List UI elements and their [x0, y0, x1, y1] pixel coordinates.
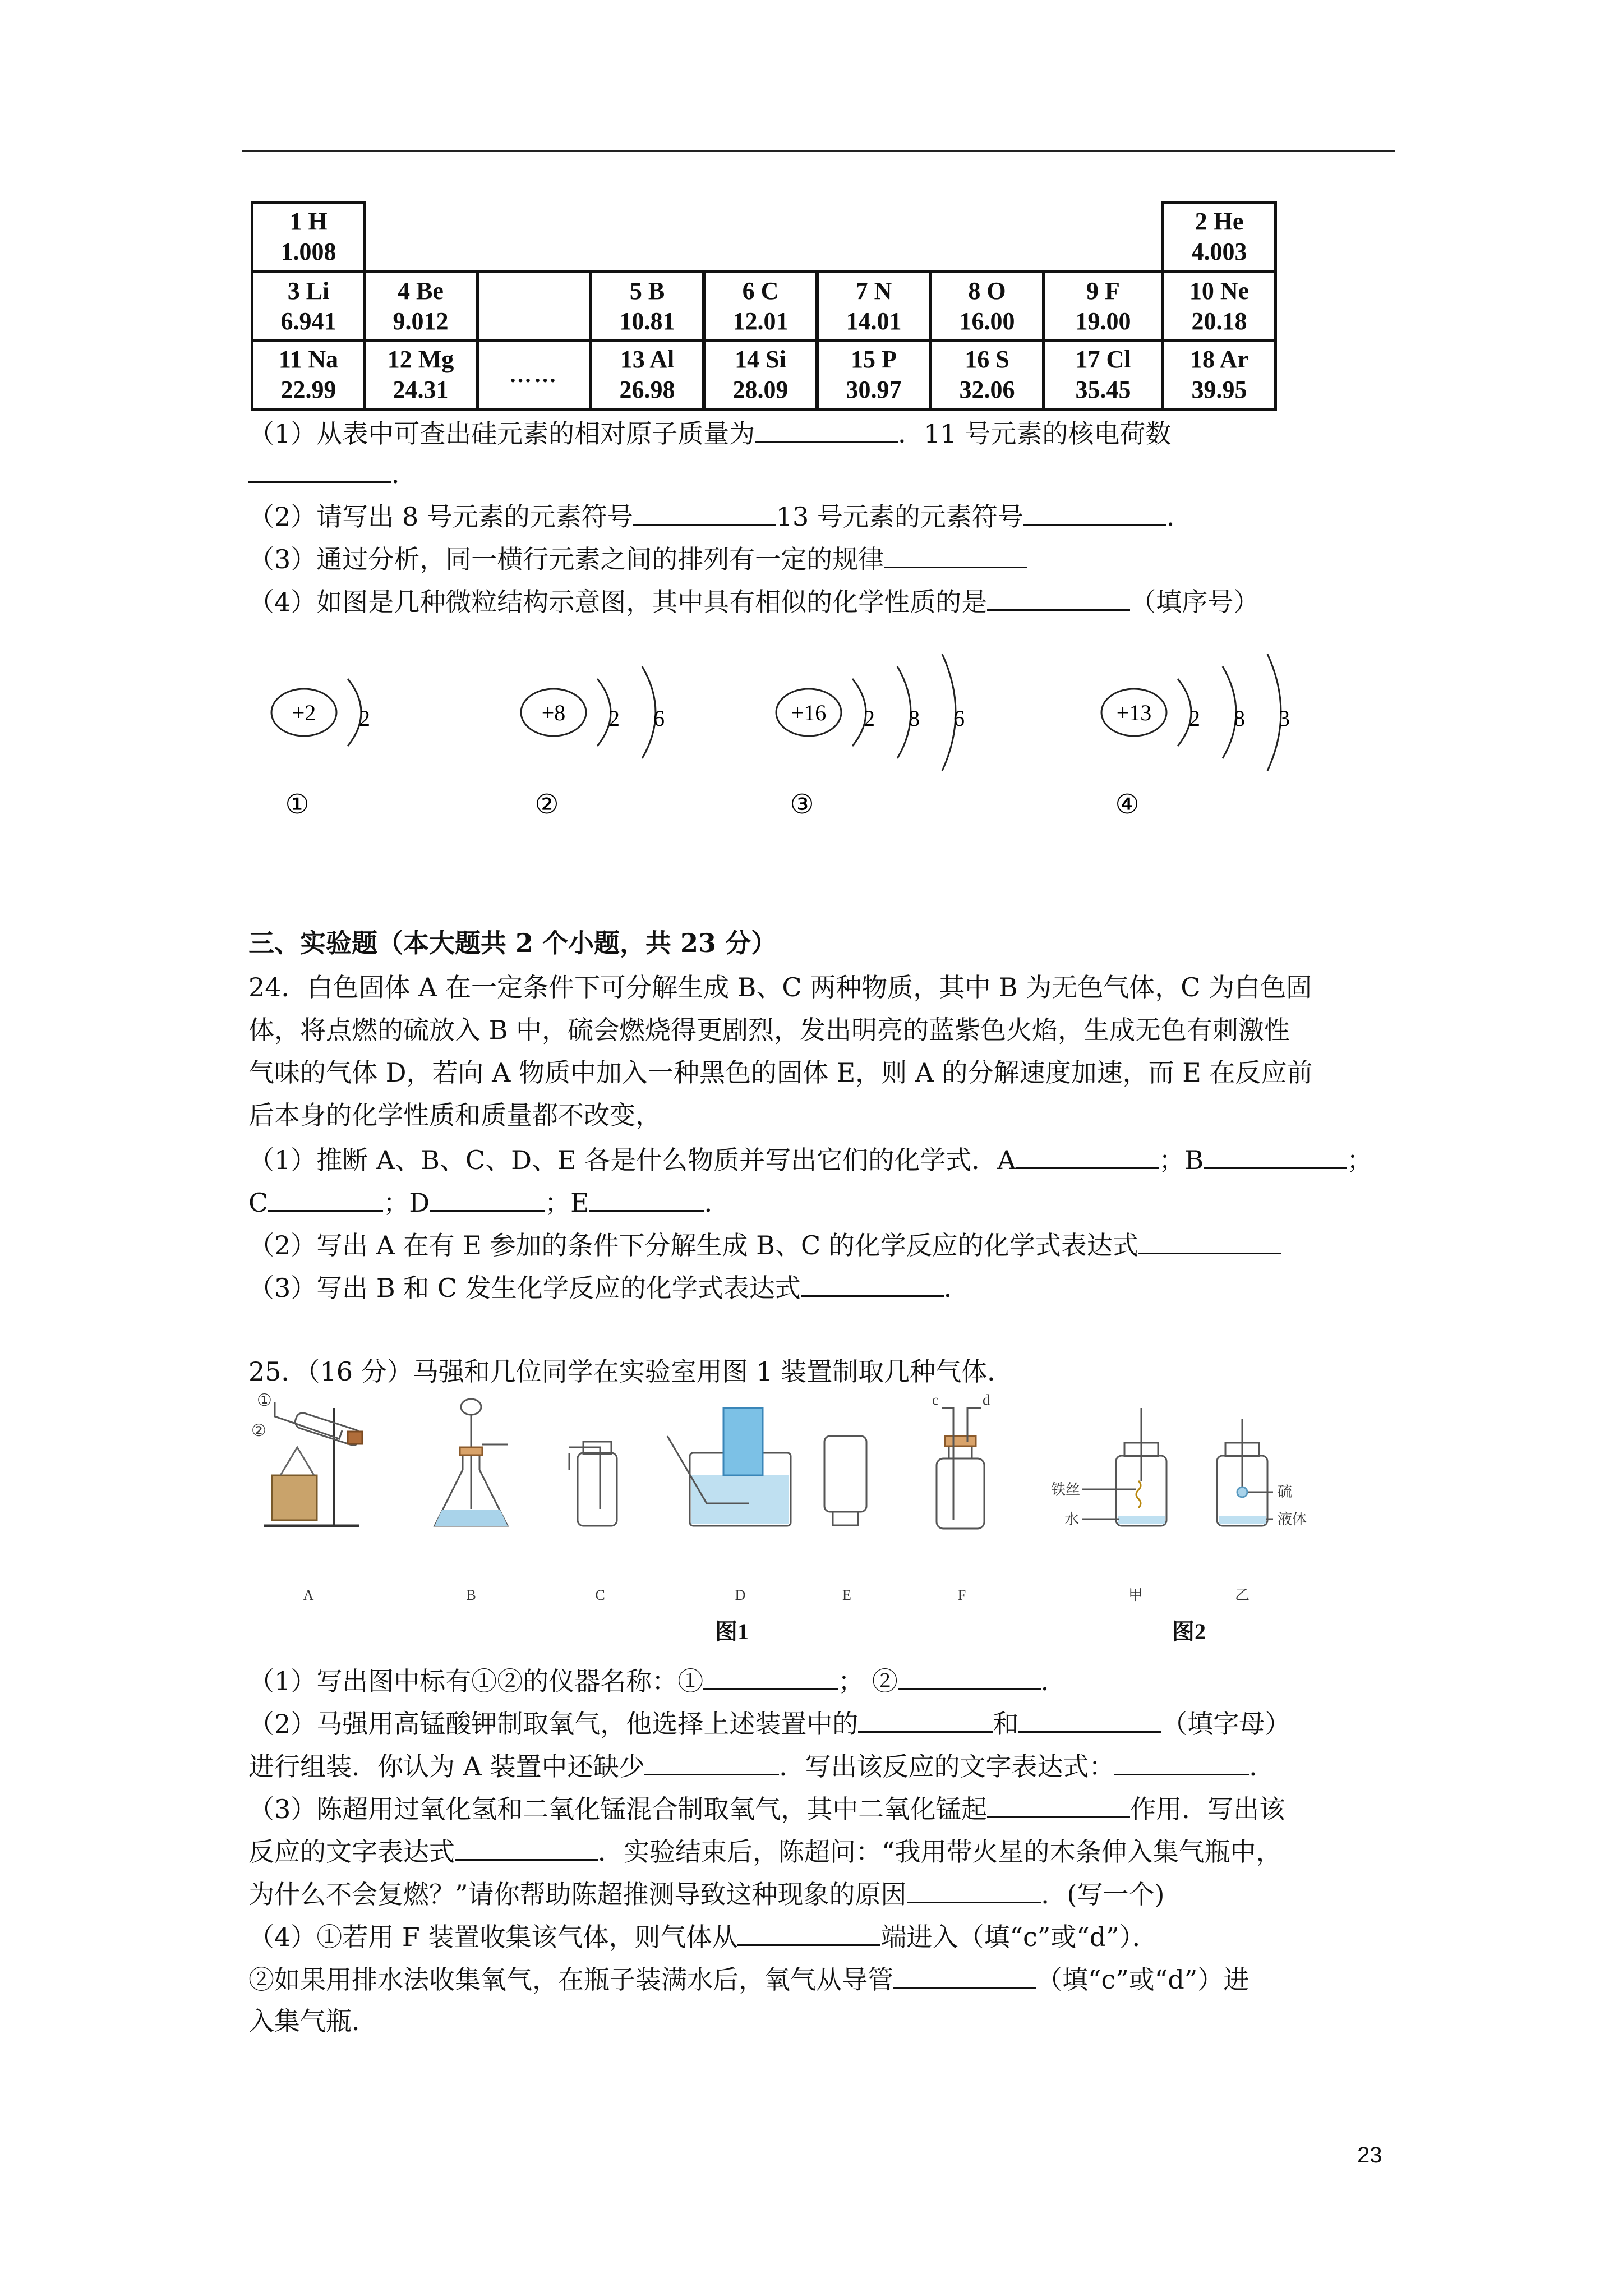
element-symbol: 8 O	[968, 277, 1006, 305]
apparatus-label: 乙	[1234, 1587, 1250, 1603]
answer-blank[interactable]	[703, 1662, 838, 1690]
header-rule	[242, 150, 1395, 152]
element-cell	[1043, 339, 1164, 411]
answer-blank[interactable]	[1023, 497, 1166, 526]
answer-blank[interactable]	[737, 1917, 880, 1946]
element-mass: 6.941	[280, 307, 336, 335]
iron-wire-label: 铁丝	[1051, 1481, 1081, 1498]
q23-part3: （3）通过分析，同一横行元素之间的排列有一定的规律	[248, 540, 1027, 578]
element-mass: 30.97	[846, 376, 902, 403]
element-mass: 39.95	[1191, 376, 1247, 403]
answer-blank[interactable]	[1138, 1226, 1281, 1254]
tube-c-label: c	[932, 1392, 939, 1408]
atom-diagram	[521, 666, 665, 820]
apparatus-label: F	[957, 1587, 966, 1603]
apparatus-figure	[241, 1391, 1324, 1649]
water-label: 水	[1064, 1511, 1080, 1527]
q25-part4-cont: ②如果用排水法收集氧气，在瓶子装满水后，氧气从导管 （填“c”或“d”）进	[248, 1960, 1249, 1998]
element-mass: 19.00	[1075, 307, 1131, 335]
element-symbol: 11 Na	[278, 346, 339, 373]
answer-blank[interactable]	[1016, 1140, 1159, 1169]
nucleus-charge: +8	[541, 700, 566, 725]
element-symbol: 6 C	[742, 277, 779, 305]
element-symbol: 12 Mg	[387, 346, 454, 373]
element-symbol: 5 B	[629, 277, 665, 305]
shell-electron-count: 6	[653, 706, 665, 731]
diagram-label: ②	[534, 790, 559, 820]
element-symbol: 18 Ar	[1190, 346, 1248, 373]
q25-part2: （2）马强用高锰酸钾制取氧气，他选择上述装置中的 和 （填字母）	[248, 1704, 1290, 1742]
answer-blank[interactable]	[907, 1875, 1041, 1903]
answer-blank[interactable]	[987, 1789, 1130, 1818]
element-cell	[251, 201, 366, 273]
element-symbol: 2 He	[1195, 208, 1244, 235]
q24-part1: （1）推断 A、B、C、D、E 各是什么物质并写出它们的化学式．A ；B ；	[248, 1140, 1372, 1179]
answer-blank[interactable]	[893, 1960, 1036, 1989]
figure-1-caption: 图1	[715, 1619, 749, 1644]
element-cell	[589, 270, 705, 342]
sulfur-label: 硫	[1278, 1484, 1293, 1500]
element-mass: 24.31	[393, 376, 449, 403]
element-cell	[929, 270, 1045, 342]
apparatus-label: D	[735, 1587, 746, 1603]
q25-part3: （3）陈超用过氧化氢和二氧化锰混合制取氧气，其中二氧化锰起 作用．写出该	[248, 1789, 1285, 1828]
q25-part3-cont: 反应的文字表达式 ．实验结束后，陈超问：“我用带火星的木条伸入集气瓶中，	[248, 1832, 1282, 1870]
element-mass: 20.18	[1191, 307, 1247, 335]
q25-part4: （4）①若用 F 装置收集该气体，则气体从 端进入（填“c”或“d”）．	[248, 1917, 1158, 1955]
element-mass: 16.00	[959, 307, 1015, 335]
element-symbol: ……	[509, 362, 559, 387]
element-mass: 14.01	[846, 307, 902, 335]
nucleus-charge: +16	[791, 700, 827, 725]
q24-line: 气味的气体 D，若向 A 物质中加入一种黑色的固体 E，则 A 的分解速度加速，而 E 在反应前	[248, 1057, 1313, 1088]
shell-electron-count: 6	[953, 706, 965, 731]
q24-line: 24．白色固体 A 在一定条件下可分解生成 B、C 两种物质，其中 B 为无色气体，C 为白色固	[248, 972, 1312, 1002]
apparatus-label: 甲	[1128, 1587, 1144, 1603]
element-mass: 4.003	[1191, 238, 1247, 265]
nucleus-charge: +13	[1116, 700, 1152, 725]
q23-part1-cont: ．	[248, 454, 417, 493]
element-mass: 10.81	[619, 307, 675, 335]
q25-part1: （1）写出图中标有①②的仪器名称：① ； ② ．	[248, 1662, 1067, 1700]
diagram-label: ④	[1115, 790, 1140, 820]
apparatus-label: B	[466, 1587, 476, 1603]
answer-blank[interactable]	[755, 414, 898, 443]
element-cell	[703, 270, 818, 342]
q24-part1-cont: C ；D ；E ．	[248, 1183, 730, 1221]
answer-blank[interactable]	[858, 1704, 993, 1733]
shell-electron-count: 2	[1189, 706, 1200, 731]
apparatus-label: A	[303, 1587, 314, 1603]
element-cell	[929, 339, 1045, 411]
answer-blank[interactable]	[589, 1183, 704, 1212]
q25-part3-cont2: 为什么不会复燃？”请你帮助陈超推测导致这种现象的原因 ．(写一个)	[248, 1875, 1164, 1913]
q23-part1: （1）从表中可查出硅元素的相对原子质量为 ．11 号元素的核电荷数	[248, 414, 1171, 452]
element-mass: 22.99	[280, 376, 336, 403]
element-mass: 12.01	[732, 307, 789, 335]
element-symbol: 13 Al	[620, 346, 675, 373]
answer-blank[interactable]	[1204, 1140, 1347, 1169]
element-cell	[1043, 270, 1164, 342]
shell-electron-count: 3	[1279, 706, 1290, 731]
tube-d-label: d	[983, 1392, 990, 1408]
shell-electron-count: 2	[359, 706, 370, 731]
periodic-table	[251, 201, 1277, 408]
element-cell	[816, 339, 932, 411]
element-cell	[1161, 270, 1277, 342]
q24-part3: （3）写出 B 和 C 发生化学反应的化学式表达式 ．	[248, 1268, 970, 1306]
element-cell	[816, 270, 932, 342]
element-mass: 9.012	[393, 307, 449, 335]
element-cell	[251, 339, 366, 411]
apparatus-label: C	[595, 1587, 605, 1603]
answer-blank[interactable]	[268, 1183, 383, 1212]
element-mass: 32.06	[959, 376, 1015, 403]
element-mass: 1.008	[280, 238, 336, 265]
element-symbol: 4 Be	[398, 277, 444, 305]
element-symbol: 15 P	[851, 346, 897, 373]
mark-circle-1: ①	[257, 1391, 272, 1410]
element-cell	[363, 270, 478, 342]
q24-line: 体，将点燃的硫放入 B 中，硫会燃烧得更剧烈，发出明亮的蓝紫色火焰，生成无色有刺激性	[248, 1015, 1290, 1045]
q24-part2: （2）写出 A 在有 E 参加的条件下分解生成 B、C 的化学反应的化学式表达式	[248, 1226, 1281, 1264]
element-symbol: 3 Li	[287, 277, 330, 305]
element-symbol: 9 F	[1086, 277, 1120, 305]
element-cell	[476, 270, 592, 342]
q23-part2: （2）请写出 8 号元素的元素符号 13 号元素的元素符号 ．	[248, 497, 1192, 535]
q25-part4-cont2: 入集气瓶．	[248, 2006, 377, 2036]
shell-electron-count: 8	[1234, 706, 1245, 731]
element-symbol: 16 S	[965, 346, 1009, 373]
answer-blank[interactable]	[884, 540, 1027, 568]
element-cell	[251, 270, 366, 342]
shell-electron-count: 8	[909, 706, 920, 731]
atom-structure-diagrams	[241, 639, 1307, 830]
atom-diagram	[271, 679, 370, 820]
shell-electron-count: 2	[608, 706, 620, 731]
element-symbol: 1 H	[289, 208, 328, 235]
answer-blank[interactable]	[633, 497, 776, 526]
element-mass: 28.09	[732, 376, 789, 403]
element-cell	[476, 339, 592, 411]
answer-blank[interactable]	[801, 1268, 944, 1297]
q23-part4: （4）如图是几种微粒结构示意图，其中具有相似的化学性质的是 （填序号）	[248, 582, 1259, 620]
nucleus-charge: +2	[292, 700, 316, 725]
q24-line: 后本身的化学性质和质量都不改变，	[248, 1100, 661, 1130]
q25-intro: 25．（16 分）马强和几位同学在实验室用图 1 装置制取几种气体．	[248, 1356, 1013, 1387]
answer-blank[interactable]	[248, 454, 391, 483]
element-mass: 35.45	[1075, 376, 1131, 403]
answer-blank[interactable]	[644, 1747, 779, 1775]
element-cell	[363, 339, 478, 411]
apparatus-label: E	[842, 1587, 851, 1603]
element-symbol: 7 N	[855, 277, 892, 305]
diagram-label: ③	[790, 790, 814, 820]
element-symbol: 17 Cl	[1075, 346, 1131, 373]
page-number: 23	[1357, 2143, 1382, 2168]
answer-blank[interactable]	[898, 1662, 1041, 1690]
atom-diagram	[1101, 654, 1290, 820]
element-cell	[703, 339, 818, 411]
element-mass: 26.98	[619, 376, 675, 403]
element-cell	[589, 339, 705, 411]
element-symbol: 10 Ne	[1189, 277, 1249, 305]
answer-blank[interactable]	[987, 582, 1130, 611]
mark-circle-2: ②	[251, 1421, 266, 1440]
q25-part2-cont: 进行组装．你认为 A 装置中还缺少 ．写出该反应的文字表达式： ．	[248, 1747, 1275, 1785]
figure-2-caption: 图2	[1172, 1619, 1206, 1644]
atom-diagram	[776, 654, 965, 820]
answer-blank[interactable]	[430, 1183, 545, 1212]
answer-blank[interactable]	[455, 1832, 598, 1861]
answer-blank[interactable]	[1018, 1704, 1161, 1733]
answer-blank[interactable]	[1114, 1747, 1249, 1775]
element-cell	[1161, 339, 1277, 411]
element-symbol: 14 Si	[735, 346, 786, 373]
section-heading: 三、实验题（本大题共 2 个小题，共 23 分）	[248, 928, 777, 958]
shell-electron-count: 2	[864, 706, 875, 731]
diagram-label: ①	[285, 790, 310, 820]
element-cell	[1161, 201, 1277, 273]
liquid-label: 液体	[1278, 1511, 1307, 1527]
